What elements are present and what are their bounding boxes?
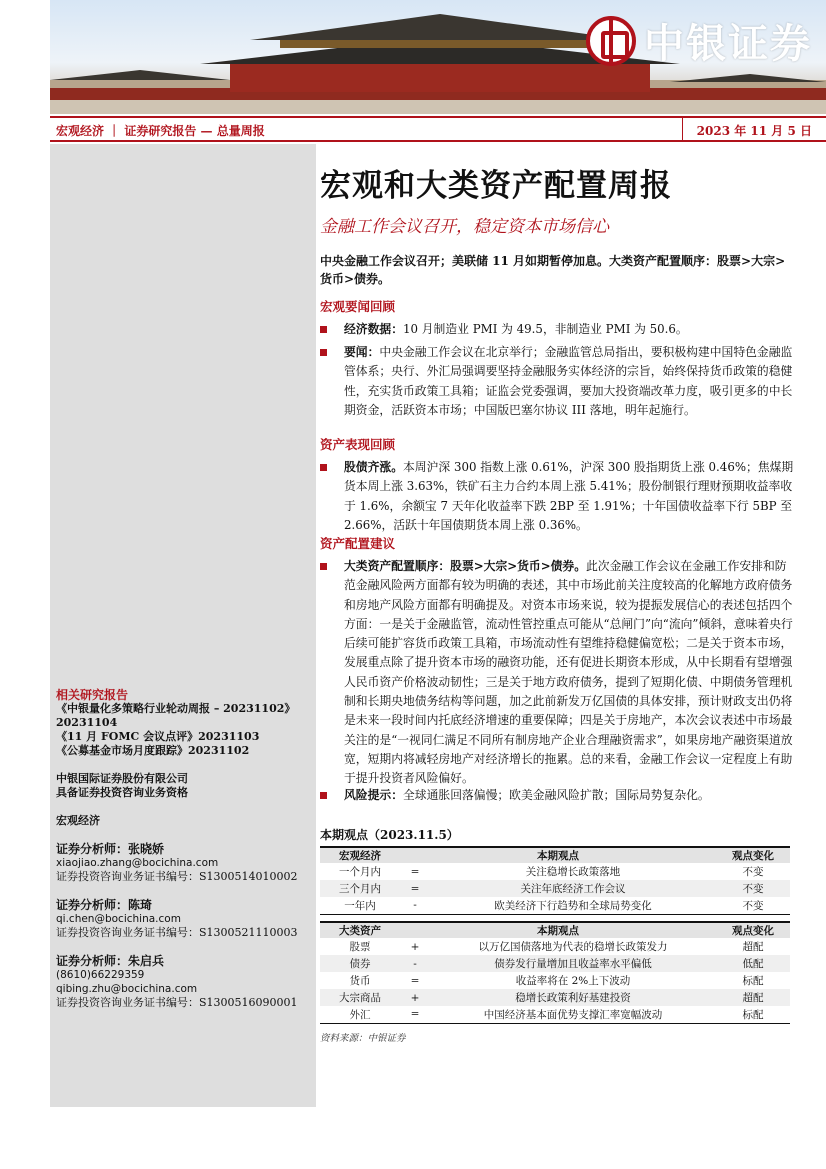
table-cell: 不变 (742, 866, 764, 878)
brand-name: 中银证券 (644, 21, 812, 67)
table-cell: 低配 (716, 955, 790, 972)
bullet-label: 大类资产配置顺序：股票>大宗>货币>债券。 (344, 559, 586, 573)
analyst-cert: 证券投资咨询业务证书编号：S1300516090001 (56, 996, 298, 1009)
analyst-cert: 证券投资咨询业务证书编号：S1300521110003 (56, 926, 298, 939)
header-banner-image (50, 0, 826, 114)
table-cell: - (400, 897, 430, 914)
table-cell: - (400, 955, 430, 972)
report-date: 2023 年 11 月 5 日 (682, 118, 826, 140)
section-heading: 资产表现回顾 (320, 437, 396, 452)
related-report-item[interactable]: 《中银量化多策略行业轮动周报 – 20231102》 (56, 702, 296, 715)
table-cell: 债券发行量增加且收益率水平偏低 (430, 955, 716, 972)
asset-view-table (320, 921, 790, 1024)
bullet-text: 10 月制造业 PMI 为 49.5，非制造业 PMI 为 50.6。 (403, 322, 688, 336)
bullet-label: 经济数据： (344, 322, 403, 336)
analyst-email[interactable]: qibing.zhu@bocichina.com (56, 983, 198, 995)
analyst-email[interactable]: qi.chen@bocichina.com (56, 913, 181, 925)
bullet-text: 本周沪深 300 指数上涨 0.61%，沪深 300 股指期货上涨 0.46%；焦煤期货本周上涨 3.63%，铁矿石主力合约本周上涨 5.41%；股份制银行理财预期收益率收于 1.6%，余额宝 7 天年化收益率下跌 2BP 至 1.91%；十年国债收益率下行 5BP 至 2.66%，活跃十年国债期货本周上涨 0.36%。 (344, 460, 794, 532)
table-cell: + (410, 940, 420, 953)
table-row (320, 863, 790, 880)
table-cell: 不变 (716, 880, 790, 897)
related-report-item[interactable]: 《11 月 FOMC 会议点评》20231103 (56, 730, 260, 743)
table-cell: 关注稳增长政策落地 (525, 866, 621, 878)
bullet-square-icon (320, 349, 327, 356)
bullet-label: 要闻： (344, 345, 380, 359)
table-row (320, 938, 790, 955)
analyst-title: 证券分析师：陈琦 (56, 898, 153, 912)
table-row (320, 897, 790, 914)
related-report-item[interactable]: 《公募基金市场月度跟踪》20231102 (56, 744, 250, 757)
related-reports-title: 相关研究报告 (56, 688, 129, 702)
table-cell: 货币 (349, 975, 371, 987)
table-cell: 债券 (320, 955, 400, 972)
table-header-cell: 观点变化 (716, 847, 790, 863)
table-cell: 关注年底经济工作会议 (430, 880, 716, 897)
table-cell: 大宗商品 (320, 989, 400, 1006)
bullet-text: 全球通胀回落偏慢；欧美金融风险扩散；国际局势复杂化。 (403, 788, 710, 802)
table-cell: 股票 (349, 941, 371, 953)
report-subtitle: 金融工作会议召开，稳定资本市场信心 (320, 217, 609, 237)
table-cell: 稳增长政策利好基建投资 (430, 989, 716, 1006)
table-header-cell: 宏观经济 (320, 847, 400, 863)
company-qualification: 具备证券投资咨询业务资格 (56, 786, 188, 799)
table-cell: = (410, 865, 420, 878)
table-cell: + (400, 989, 430, 1006)
bullet-item (320, 458, 794, 535)
bullet-square-icon (320, 326, 327, 333)
table-row (320, 880, 790, 897)
table-cell: 欧美经济下行趋势和全球局势变化 (430, 897, 716, 914)
table-cell: = (400, 880, 430, 897)
bullet-text: 中央金融工作会议在北京举行；金融监管总局指出，要积极构建中国特色金融监管体系；央行、外汇局强调要坚持金融服务实体经济的宗旨，始终保持货币政策的稳健性，充实货币政策工具箱；证监会党委强调，要加大投资端改革力度，吸引更多的中长期资金，活跃资本市场；中国版巴塞尔协议 III 落地，明年起施行。 (344, 345, 793, 417)
bullet-item (320, 786, 794, 805)
table-cell: 标配 (742, 975, 764, 987)
report-lead: 中央金融工作会议召开；美联储 11 月如期暂停加息。大类资产配置顺序：股票>大宗>货币>债券。 (320, 254, 786, 286)
bullet-label: 股债齐涨。 (344, 460, 403, 474)
section-heading: 资产配置建议 (320, 536, 396, 551)
bullet-item (320, 320, 794, 339)
boc-logo-icon (586, 16, 636, 66)
sidebar-content (56, 688, 311, 1010)
table-cell: 一个月内 (339, 866, 381, 878)
table-cell: 以万亿国债落地为代表的稳增长政策发力 (478, 941, 668, 953)
table-cell: 收益率将在 2%上下波动 (515, 975, 631, 987)
table-cell: = (400, 1006, 430, 1023)
table-header-cell: 观点变化 (716, 922, 790, 938)
analyst-email[interactable]: xiaojiao.zhang@bocichina.com (56, 857, 219, 869)
bullet-item (320, 557, 794, 789)
bullet-square-icon (320, 464, 327, 471)
table-row (320, 955, 790, 972)
table-cell: 中国经济基本面优势支撑汇率宽幅波动 (430, 1006, 716, 1023)
analyst-phone: (8610)66229359 (56, 969, 145, 981)
analyst-cert: 证券投资咨询业务证书编号：S1300514010002 (56, 870, 298, 883)
bullet-item (320, 343, 794, 420)
macro-view-table (320, 846, 790, 915)
report-category: 宏观经济 ｜ 证券研究报告 — 总量周报 (56, 124, 265, 138)
report-title: 宏观和大类资产配置周报 (320, 168, 672, 204)
table-cell: 外汇 (320, 1006, 400, 1023)
table-cell: 超配 (716, 989, 790, 1006)
bullet-square-icon (320, 792, 327, 799)
table-header-cell: 大类资产 (320, 922, 400, 938)
table-cell: = (410, 974, 420, 987)
table-row (320, 989, 790, 1006)
bullet-text: 此次金融工作会议在金融工作安排和防范金融风险两方面都有较为明确的表述，其中市场此前关注度较高的化解地方政府债务和房地产风险方面都有明确提及。对资本市场来说，较为提振发展信心的表述包括四个方面：一是关于金融监管，流动性管控重点可能从“总闸门”向“流向”倾斜，意味着央行后续可能扩容货币政策工具箱，市场流动性有望维持稳健偏宽松；二是关于资本市场，发展重点除了提升资本市场的融资功能，还有促进长期资本形成，从中长期看有望增强人民币资产价格波动韧性；三是关于地方政府债务，提到了短期化债、中期债务管理机制和长期央地债务结构等问题，加之此前新发万亿国债的具体安排，预计财政支出仍将是未来一段时间内托底经济增速的重要保障；四是关于房地产，本次会议表述中市场最关注的是“一视同仁满足不同所有制房地产企业合理融资需求”，如果房地产融资渠道放宽，短期内将减轻房地产对经济增长的拖累。总的来看，金融工作会议一定程度上有助于提升投资者风险偏好。 (344, 559, 793, 786)
table-header-cell: 本期观点 (400, 847, 716, 863)
table-header-cell: 本期观点 (400, 922, 716, 938)
brand-logo (586, 12, 812, 69)
table-source: 资料来源：中银证券 (320, 1033, 406, 1044)
section-heading: 宏观要闻回顾 (320, 299, 396, 314)
analyst-title: 证券分析师：朱启兵 (56, 954, 165, 968)
table-row (320, 972, 790, 989)
report-header-bar (50, 116, 826, 142)
related-report-item: 20231104 (56, 716, 118, 729)
table-cell: 一年内 (320, 897, 400, 914)
bullet-label: 风险提示： (344, 788, 403, 802)
bullet-square-icon (320, 563, 327, 570)
table-header-row (320, 847, 790, 863)
company-name: 中银国际证券股份有限公司 (56, 772, 188, 785)
analyst-title: 证券分析师：张晓娇 (56, 842, 165, 856)
table-cell: 不变 (716, 897, 790, 914)
table-header-row (320, 922, 790, 938)
research-field: 宏观经济 (56, 814, 100, 827)
table-cell: 超配 (742, 941, 764, 953)
table-cell: 三个月内 (320, 880, 400, 897)
table-row (320, 1006, 790, 1023)
table-title: 本期观点（2023.11.5） (320, 828, 459, 842)
table-cell: 标配 (716, 1006, 790, 1023)
